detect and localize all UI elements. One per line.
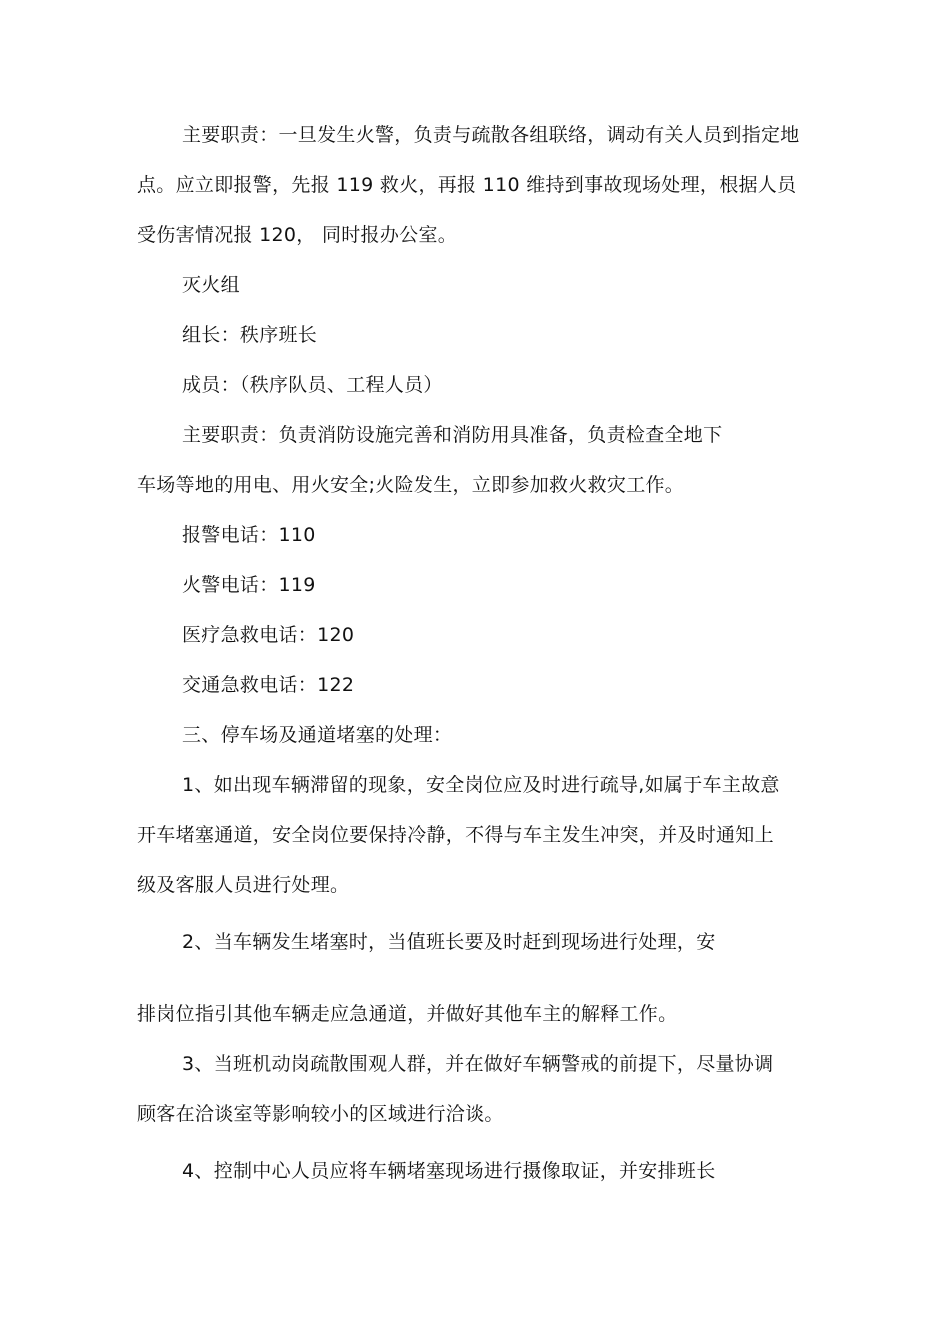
phone-line: 交通急救电话：122 (182, 674, 355, 696)
paragraph-line: 车场等地的用电、用火安全;火险发生，立即参加救火救灾工作。 (137, 474, 685, 496)
section-heading: 三、停车场及通道堵塞的处理： (182, 724, 453, 746)
paragraph-line: 顾客在洽谈室等影响较小的区域进行洽谈。 (137, 1103, 504, 1125)
paragraph-line: 受伤害情况报 120， 同时报办公室。 (137, 224, 458, 246)
paragraph-line: 3、当班机动岗疏散围观人群，并在做好车辆警戒的前提下，尽量协调 (182, 1053, 774, 1075)
section-heading: 灭火组 (182, 274, 240, 296)
paragraph-line: 级及客服人员进行处理。 (137, 874, 350, 896)
paragraph-line: 成员：（秩序队员、工程人员） (182, 374, 443, 396)
paragraph-line: 开车堵塞通道，安全岗位要保持冷静，不得与车主发生冲突，并及时通知上 (137, 824, 774, 846)
paragraph-line: 4、控制中心人员应将车辆堵塞现场进行摄像取证，并安排班长 (182, 1160, 716, 1182)
paragraph-line: 1、如出现车辆滞留的现象，安全岗位应及时进行疏导,如属于车主故意 (182, 774, 780, 796)
paragraph-line: 排岗位指引其他车辆走应急通道，并做好其他车主的解释工作。 (137, 1003, 678, 1025)
paragraph-line: 组长：秩序班长 (182, 324, 318, 346)
phone-line: 医疗急救电话：120 (182, 624, 355, 646)
paragraph-line: 主要职责：一旦发生火警，负责与疏散各组联络，调动有关人员到指定地 (182, 124, 800, 146)
paragraph-line: 2、当车辆发生堵塞时，当值班长要及时赶到现场进行处理，安 (182, 931, 716, 953)
phone-line: 火警电话：119 (182, 574, 316, 596)
paragraph-line: 点。应立即报警，先报 119 救火，再报 110 维持到事故现场处理，根据人员 (137, 174, 797, 196)
phone-line: 报警电话：110 (182, 524, 316, 546)
paragraph-line: 主要职责：负责消防设施完善和消防用具准备，负责检查全地下 (182, 424, 723, 446)
